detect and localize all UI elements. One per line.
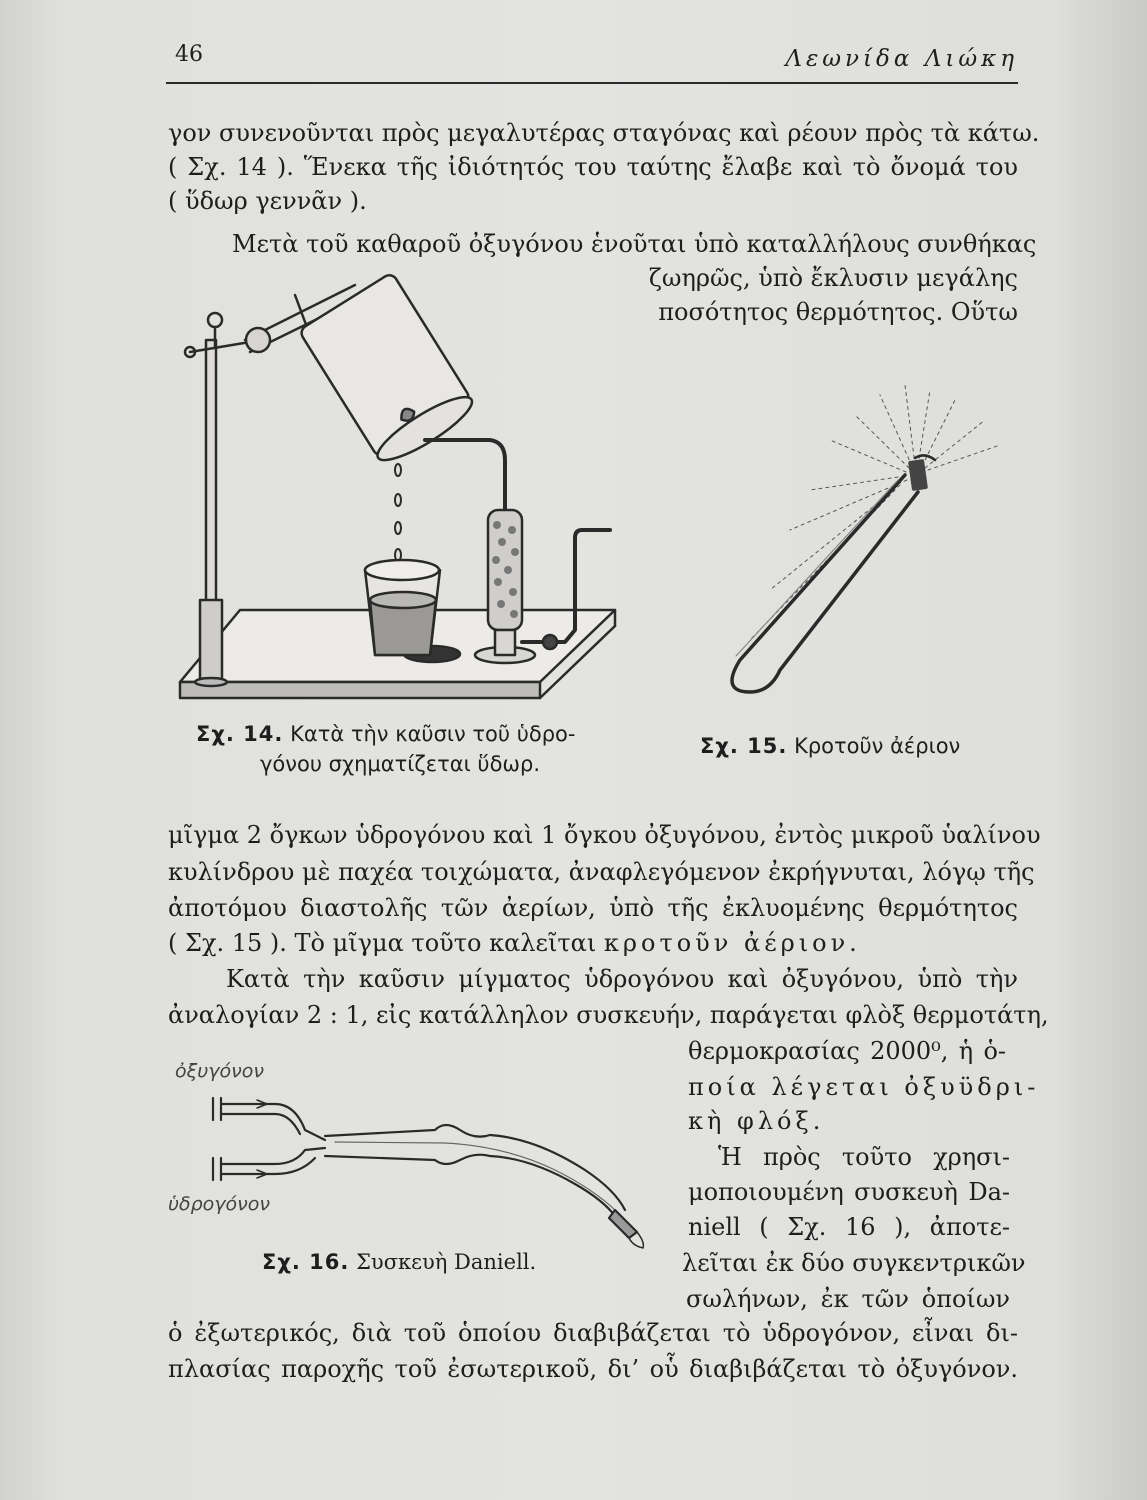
text-line: ὁ ἐξωτερικός, διὰ τοῦ ὁποίου διαβιβάζεται τὸ ὑδρογόνον, εἶναι δι-: [168, 1319, 1018, 1347]
text-line: ( Σχ. 14 ). Ἕνεκα τῆς ἰδιότητός του ταύτης ἔλαβε καὶ τὸ ὄνομά του: [168, 153, 1018, 181]
figure-15-caption-text: Κροτοῦν ἀέριον: [794, 734, 961, 758]
figure-14-number: Σχ. 14.: [196, 722, 284, 746]
figure-16-daniell-burner: [205, 1090, 665, 1250]
table-edge: [180, 682, 540, 698]
text-line: ἀναλογίαν 2 : 1, εἰς κατάλληλον συσκευήν, παράγεται φλὸξ θερμοτάτη,: [168, 1001, 1049, 1029]
label-hydrogen: ὑδρογόνον: [168, 1193, 271, 1215]
header-rule: [166, 82, 1018, 84]
text-line: ζωηρῶς, ὑπὸ ἔκλυσιν μεγάλης: [648, 264, 1018, 292]
water-drops: [395, 464, 401, 561]
text-line: ποία λέγεται ὀξυϋδρι-: [688, 1073, 1040, 1101]
text-line: Μετὰ τοῦ καθαροῦ ὀξυγόνου ἑνοῦται ὑπὸ καταλλήλους συνθήκας: [232, 230, 1037, 258]
figure-14-apparatus: [170, 270, 640, 710]
text-line: πλασίας παροχῆς τοῦ ἐσωτερικοῦ, δι’ οὗ διαβιβάζεται τὸ ὀξυγόνον.: [168, 1355, 1018, 1383]
figure-16-caption-text: Συσκευὴ Daniell.: [356, 1250, 537, 1274]
label-oxygen: ὀξυγόνον: [175, 1060, 264, 1082]
text-line: Ἡ πρὸς τοῦτο χρησι-: [718, 1143, 1010, 1171]
figure-15-explosion-tube: [700, 380, 1020, 710]
text-line: μοποιουμένη συσκευὴ Da-: [688, 1178, 1010, 1206]
text-line: ποσότητος θερμότητος. Οὕτω: [658, 298, 1018, 326]
text-line: κυλίνδρου μὲ παχέα τοιχώματα, ἀναφλεγόμενον ἐκρήγνυται, λόγῳ τῆς: [168, 858, 1035, 886]
glass-tube: [732, 475, 918, 692]
text-line: σωλήνων, ἐκ τῶν ὁποίων: [686, 1285, 1010, 1313]
text-line: [168, 926, 1018, 960]
figure-14-caption: [196, 722, 575, 746]
running-title: Λεωνίδα Λιώκη: [785, 46, 1018, 72]
spaced-term: κροτοῦν ἀέριον.: [603, 929, 861, 957]
text-line: κὴ φλόξ.: [688, 1107, 825, 1135]
text-line: Κατὰ τὴν καῦσιν μίγματος ὑδρογόνου καὶ ὀξυγόνου, ὑπὸ τὴν: [226, 965, 1018, 993]
figure-15-number: Σχ. 15.: [700, 734, 788, 758]
text-line: θερμοκρασίας 2000⁰, ἡ ὁ-: [688, 1037, 1006, 1065]
flame-burst: [750, 385, 1000, 640]
text-line: λεῖται ἐκ δύο συγκεντρικῶν: [682, 1249, 1026, 1277]
text-line: γον συνενοῦνται πρὸς μεγαλυτέρας σταγόνας καὶ ρέουν πρὸς τὰ κάτω.: [168, 119, 1040, 147]
text-line: niell ( Σχ. 16 ), ἀποτε-: [688, 1213, 1010, 1241]
figure-15-caption: [700, 734, 960, 758]
text-line: ἀποτόμου διαστολῆς τῶν ἀερίων, ὑπὸ τῆς ἐκλυομένης θερμότητος: [168, 894, 1018, 922]
page-number: 46: [175, 42, 203, 67]
text-span: ( Σχ. 15 ). Τὸ μῖγμα τοῦτο καλεῖται: [168, 929, 597, 957]
figure-16-number: Σχ. 16.: [262, 1250, 350, 1274]
text-line: μῖγμα 2 ὄγκων ὑδρογόνου καὶ 1 ὄγκου ὀξυγόνου, ἐντὸς μικροῦ ὑαλίνου: [168, 821, 1041, 849]
text-line: ( ὕδωρ γεννᾶν ).: [168, 187, 367, 215]
figure-14-caption-line: γόνου σχηματίζεται ὕδωρ.: [260, 752, 541, 776]
figure-16-caption: [262, 1250, 536, 1274]
figure-14-caption-line: Κατὰ τὴν καῦσιν τοῦ ὑδρο-: [290, 722, 576, 746]
